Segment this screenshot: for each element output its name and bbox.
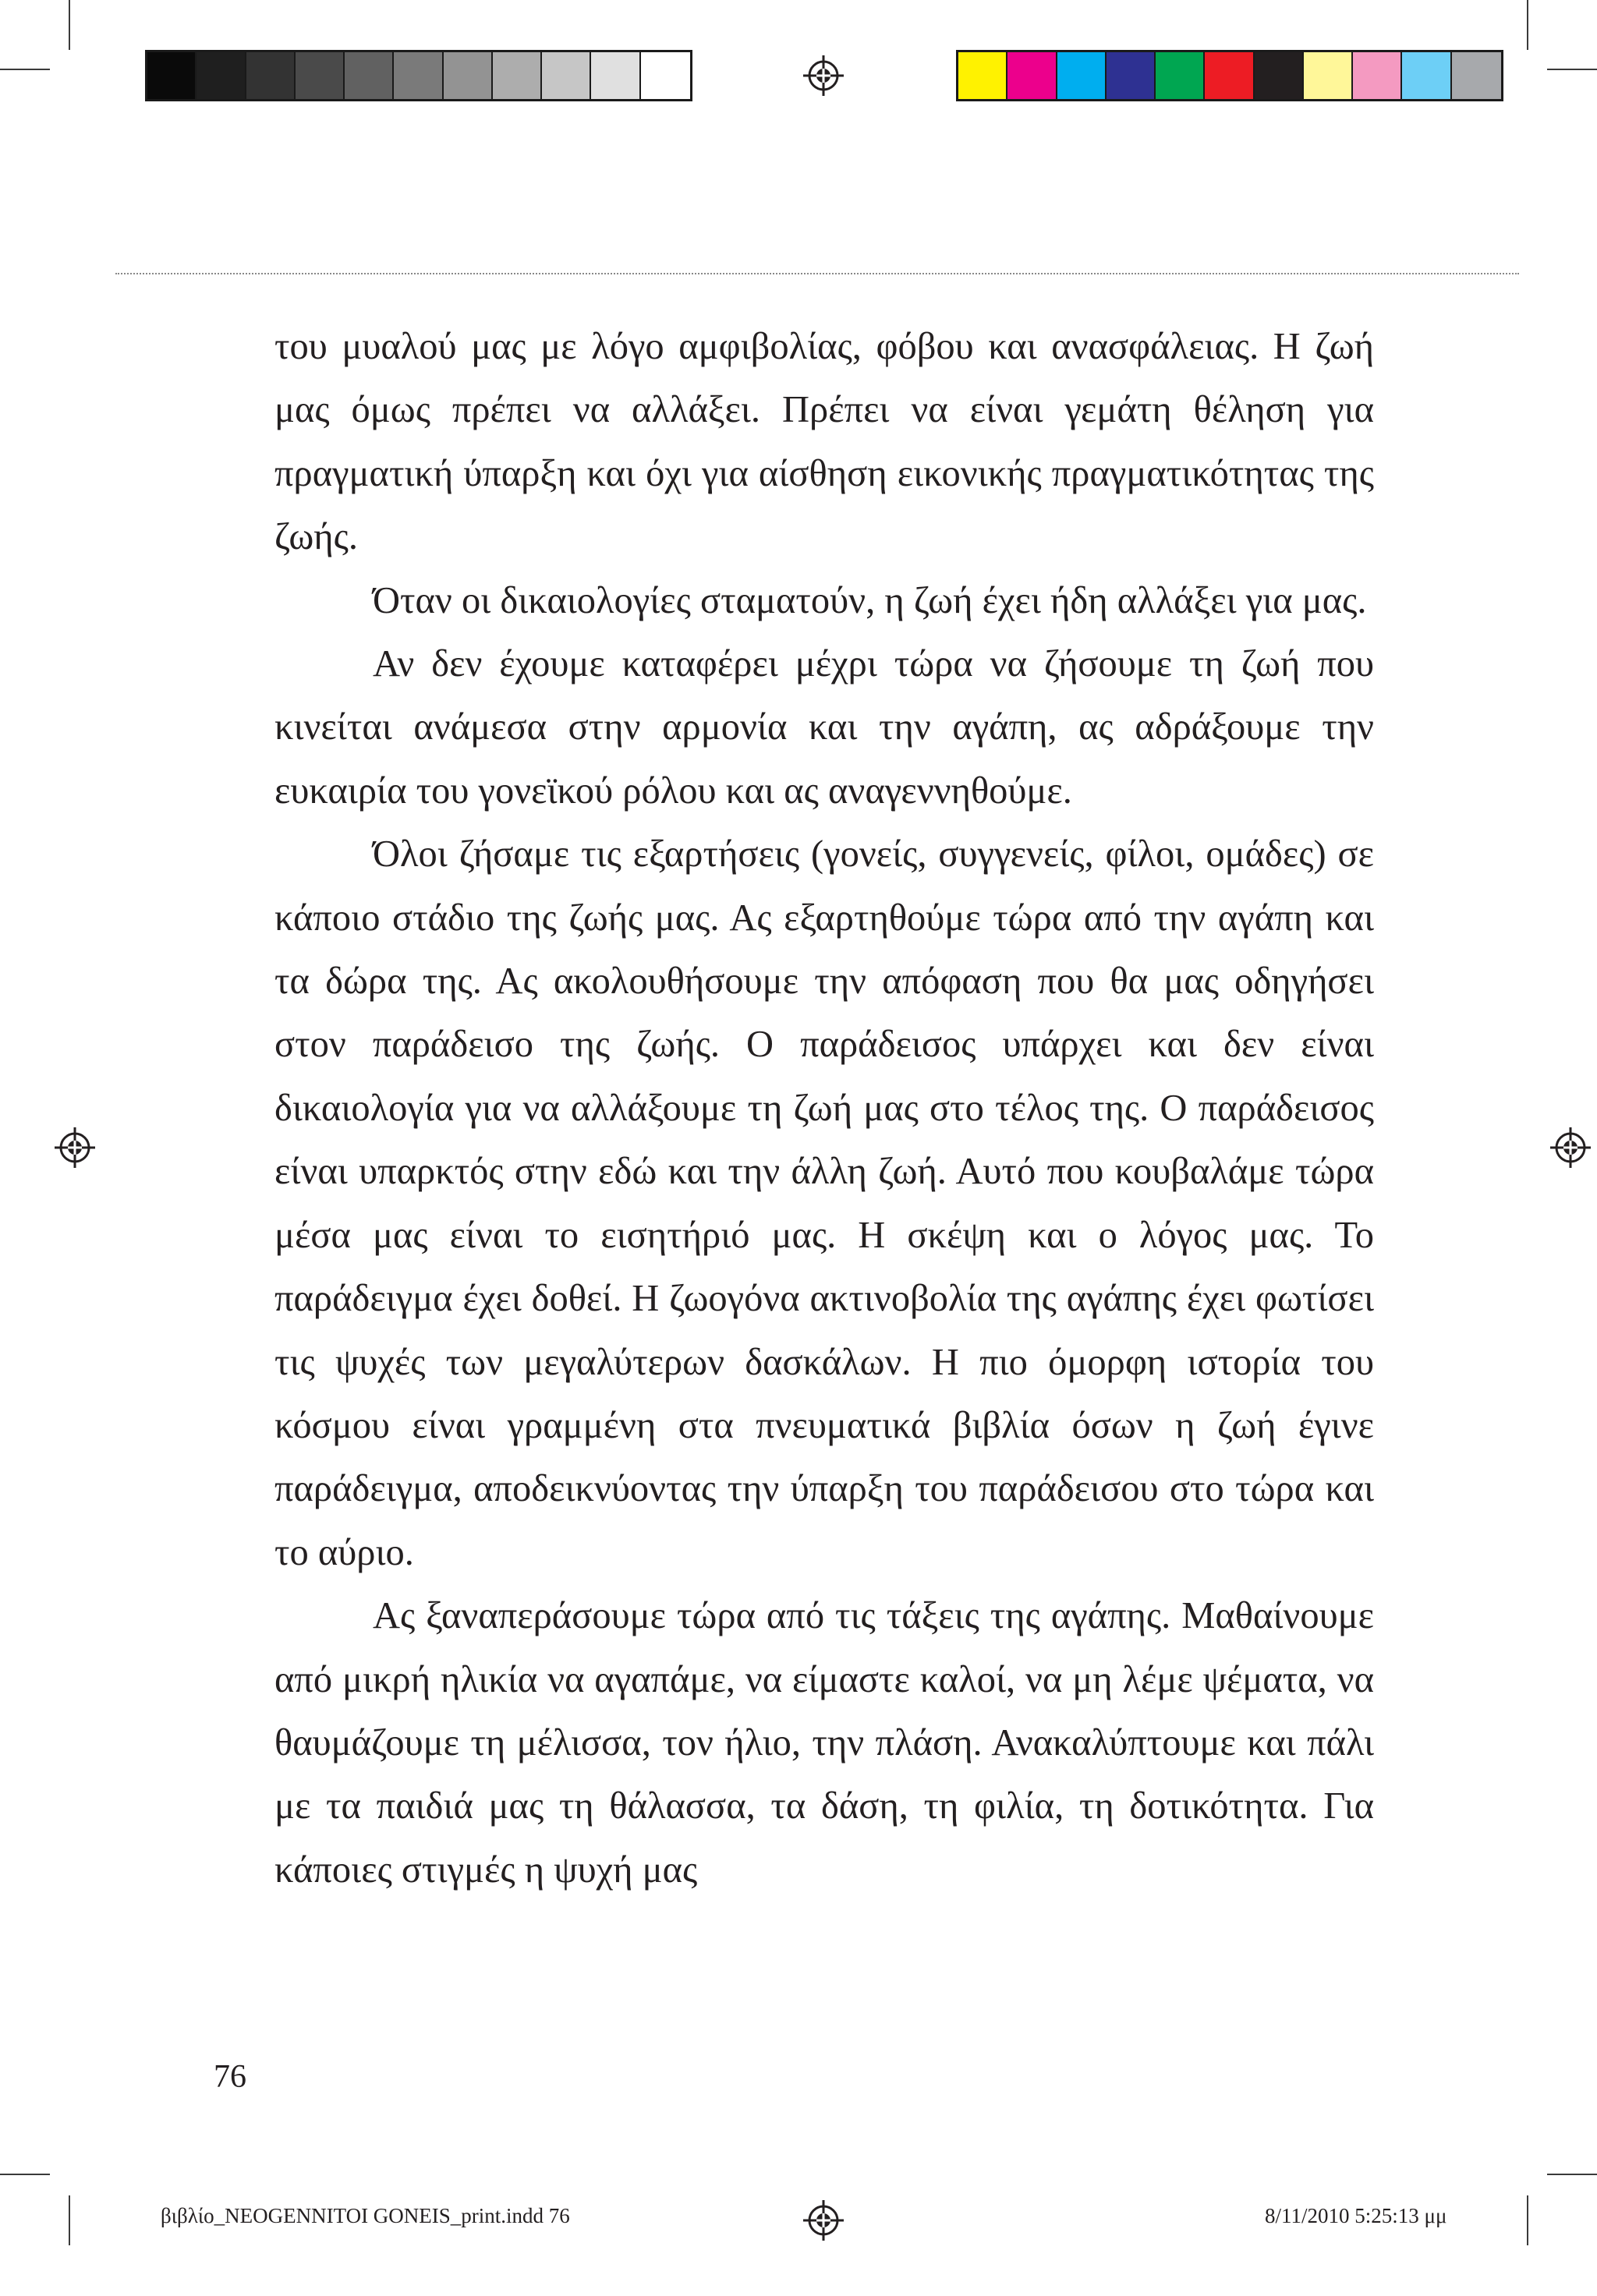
color-swatch: [958, 52, 1007, 99]
color-swatch: [1205, 52, 1254, 99]
paragraph: Όταν οι δικαιολογίες σταματούν, η ζωή έχει ήδη αλλάξει για μας.: [373, 579, 1367, 621]
color-swatch: [1452, 52, 1501, 99]
color-swatch: [444, 52, 493, 99]
process-color-bar: [956, 50, 1503, 101]
grayscale-color-bar: [145, 50, 692, 101]
color-swatch: [1353, 52, 1402, 99]
paragraph: Όλοι ζήσαμε τις εξαρτήσεις (γονείς, συγγενείς, φίλοι, ομάδες) σε κάποιο στάδιο της ζωής μας. Ας εξαρτηθούμε τώρα από την αγάπη και τα δώρα της. Ας ακολουθήσουμε την απόφαση που θα μας οδηγήσει στον παράδεισο της ζωής. Ο παράδεισος υπάρχει και δεν είναι δικαιολογία για να αλλάξουμε τη ζωή μας στο τέλος της. Ο παράδεισος είναι υπαρκτός στην εδώ και την άλλη ζωή. Αυτό που κουβαλάμε τώρα μέσα μας είναι το εισητήριό μας. Η σκέψη και ο λόγος μας. Το παράδειγμα έχει δοθεί. Η ζωογόνα ακτινοβολία της αγάπης έχει φωτίσει τις ψυχές των μεγαλύτερων δασκάλων. Η πιο όμορφη ιστορία του κόσμου είναι γραμμένη στα πνευματικά βιβλία όσων η ζωή έγινε παράδειγμα, αποδεικνύοντας την ύπαρξη του παράδεισου στο τώρα και το αύριο.: [274, 833, 1374, 1573]
paragraph: Ας ξαναπεράσουμε τώρα από τις τάξεις της αγάπης. Μαθαίνουμε από μικρή ηλικία να αγαπάμε, να είμαστε καλοί, να μη λέμε ψέματα, να θαυμάζουμε τη μέλισσα, τον ήλιο, την πλάση. Ανακαλύπτουμε και πάλι με τα παιδιά μας τη θάλασσα, τα δάση, τη φιλία, τη δοτικότητα. Για κάποιες στιγμές η ψυχή μας: [274, 1595, 1374, 1891]
color-swatch: [246, 52, 296, 99]
color-swatch: [542, 52, 591, 99]
color-swatch: [1255, 52, 1304, 99]
registration-mark-icon: [55, 1127, 95, 1168]
color-swatch: [591, 52, 640, 99]
crop-mark: [1527, 0, 1528, 50]
paragraph: Αν δεν έχουμε καταφέρει μέχρι τώρα να ζήσουμε τη ζωή που κινείται ανάμεσα στην αρμονία και την αγάπη, ας αδράξουμε την ευκαιρία του γονεϊκού ρόλου και ας αναγεννηθούμε.: [274, 643, 1374, 812]
crop-mark: [69, 2195, 70, 2245]
color-swatch: [394, 52, 443, 99]
body-text: [274, 315, 1374, 1902]
page-number: 76: [214, 2059, 246, 2095]
color-swatch: [1402, 52, 1451, 99]
registration-mark-icon: [1550, 1127, 1591, 1168]
crop-mark: [0, 2174, 50, 2175]
slug-timestamp: 8/11/2010 5:25:13 μμ: [1265, 2204, 1447, 2227]
slug-filename: βιβλίο_NEOGENNITOI GONEIS_print.indd 76: [161, 2204, 570, 2227]
color-swatch: [493, 52, 542, 99]
color-swatch: [147, 52, 197, 99]
crop-mark: [1547, 2174, 1597, 2175]
crop-mark: [0, 69, 50, 70]
color-swatch: [641, 52, 690, 99]
paragraph: του μυαλού μας με λόγο αμφιβολίας, φόβου και ανασφάλειας. Η ζωή μας όμως πρέπει να αλλάξει. Πρέπει να είναι γεμάτη θέληση για πραγματική ύπαρξη και όχι για αίσθηση εικονικής πραγματικότητας της ζωής.: [274, 326, 1374, 558]
color-swatch: [1057, 52, 1107, 99]
color-swatch: [296, 52, 345, 99]
registration-mark-icon: [803, 55, 844, 96]
color-swatch: [1107, 52, 1156, 99]
crop-mark: [1527, 2195, 1528, 2245]
color-swatch: [1304, 52, 1353, 99]
registration-mark-icon: [803, 2200, 844, 2241]
crop-mark: [69, 0, 70, 50]
color-swatch: [1156, 52, 1205, 99]
header-rule: [115, 273, 1519, 274]
crop-mark: [1547, 69, 1597, 70]
color-swatch: [1007, 52, 1057, 99]
color-swatch: [345, 52, 394, 99]
color-swatch: [197, 52, 246, 99]
